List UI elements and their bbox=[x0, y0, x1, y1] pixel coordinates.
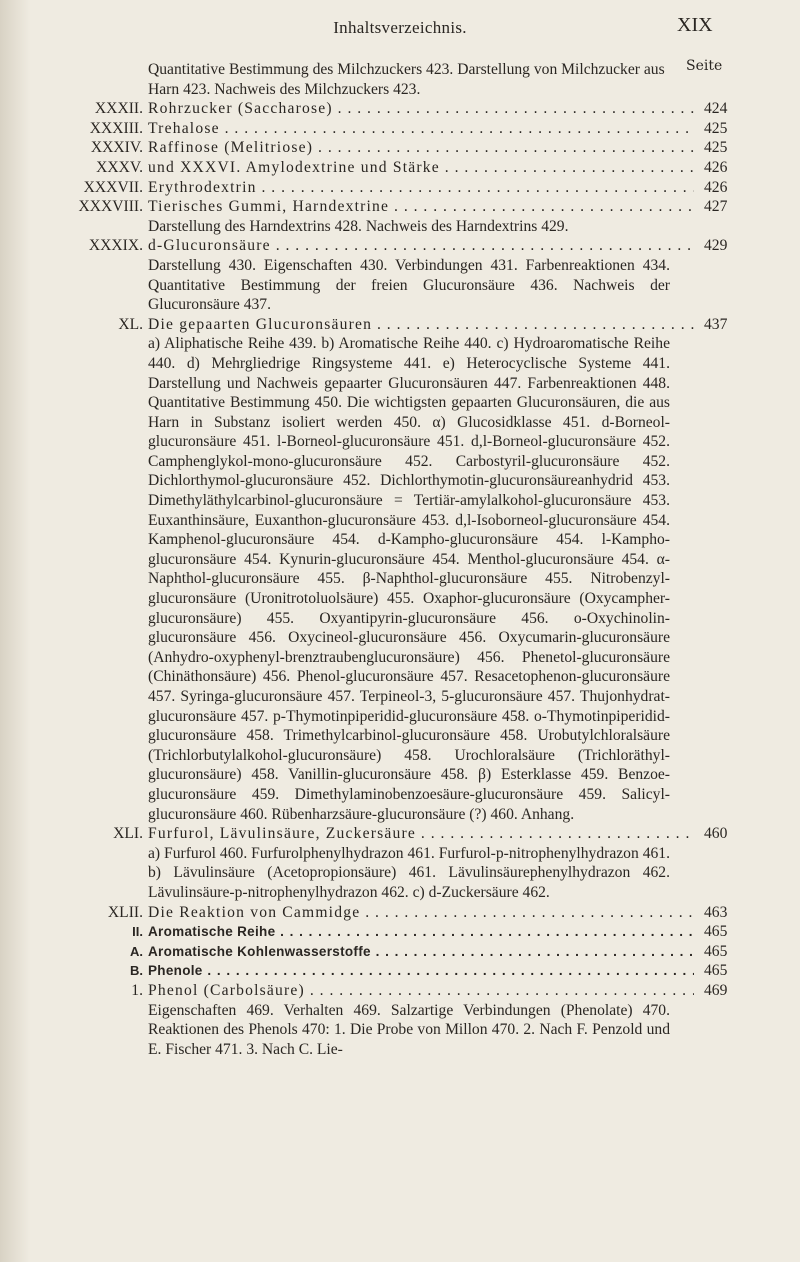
toc-entry[interactable] bbox=[40, 99, 760, 119]
toc-entry-page: 437 bbox=[704, 315, 728, 333]
toc-entry-title: Die Reaktion von Cammidge . . . bbox=[148, 903, 694, 923]
toc-entry-title: Phenol (Carbolsäure) . . . bbox=[148, 981, 694, 1001]
toc-entry-number: XXXVIII. bbox=[78, 198, 143, 216]
toc-entry-title: Aromatische Kohlenwasserstoffe . . . bbox=[148, 942, 694, 962]
toc-entry-page: 425 bbox=[704, 119, 728, 137]
toc-continuation-text: Quantitative Bestimmung des Milchzuckers 423. Darstellung von Milchzucker aus Harn 423. Nachweis des Milchzuckers 423. bbox=[148, 61, 665, 98]
toc-entry-page: 424 bbox=[704, 100, 728, 118]
toc-entry-number: XXXIII. bbox=[89, 119, 143, 137]
toc-entry-title: Raffinose (Melitriose) . . . bbox=[148, 138, 694, 158]
page-column-label: Seite bbox=[686, 58, 723, 74]
toc-entry-title: d-Glucuronsäure . . . bbox=[148, 236, 694, 256]
toc-entry-number: XXXIV. bbox=[90, 139, 143, 157]
toc-entry-number: XLI. bbox=[113, 825, 143, 843]
toc-section-heading[interactable] bbox=[40, 942, 760, 962]
toc-entry-page: 465 bbox=[704, 942, 728, 960]
toc-entry-title: Tierisches Gummi, Harndextrine . . . bbox=[148, 197, 694, 217]
toc-entry[interactable] bbox=[40, 158, 760, 178]
toc-entry-page: 427 bbox=[704, 198, 728, 216]
toc-entry[interactable] bbox=[40, 119, 760, 139]
toc-entry[interactable] bbox=[40, 236, 760, 256]
toc-entry-description: Darstellung 430. Eigenschaften 430. Verbindungen 431. Farbenreaktionen 434. Quantitative Bestimmung der freien Glucuronsäure 436. Nachweis der Glucuronsäure 437. bbox=[148, 256, 670, 314]
toc-entry-description: a) Aliphatische Reihe 439. b) Aromatische Reihe 440. c) Hydroaromatische Reihe 440. d) Mehrgliedrige Ringsysteme 441. e) Heterocyclische Systeme 441. Darstellung und Nachweis gepaarter Glucuronsäuren 447. Farbenreaktionen 448. Quantitative Bestimmung 450. Die wichtigsten gepaarten Glucuronsäuren, die aus Harn in Substanz isoliert werden 450. α) Glucosidklasse 451. d-Borneol-glucuronsäure 451. l-Borneol-glucuronsäure 451. d,l-Borneol-glucuronsäure 452. Camphenglykol-mono-glucuronsäure 452. Carbostyril-glucuronsäure 452. Dichlorthymol-glucuronsäure 452. Dichlorthymotin-glucuronsäureanhydrid 453. Dimethyläthylcarbinol-glucuronsäure = Tertiär-amylalkohol-glucuronsäure 453. Euxanthinsäure, Euxanthon-glucuronsäure 453. d,l-Isoborneol-glucuronsäure 454. Kamphenol-glucuronsäure 454. d-Kampho-glucuronsäure 454. l-Kampho-glucuronsäure 454. Kynurin-glucuronsäure 454. Menthol-glucuronsäure 454. α-Naphthol-glucuronsäure 455. β-Naphthol-glucuronsäure 455. Nitrobenzyl-glucuronsäure (Uronitrotoluolsäure) 455. Oxaphor-glucuronsäure (Oxycampher-glucuronsäure) 455. Oxyantipyrin-glucuronsäure 456. o-Oxychinolin-glucuronsäure 456. Oxycineol-glucuronsäure 456. Oxycumarin-glucuronsäure (Anhydro-oxyphenyl-brenztraubenglucuronsäure) 456. Phenetol-glucuronsäure (Chinäthonsäure) 456. Phenol-glucuronsäure 457. Resacetophenon-glucuronsäure 457. Syringa-glucuronsäure 457. Terpineol-3, 5-glucuronsäure 457. Thujonhydrat-glucuronsäure 457. p-Thymotinpiperidid-glucuronsäure 458. o-Thymotinpiperidid-glucuronsäure 458. Trimethylcarbinol-glucuronsäure 458. Urobutylchloralsäure (Trichlorbutylalkohol-glucuronsäure) 458. Urochloralsäure (Trichloräthyl-glucuronsäure) 458. Vanillin-glucuronsäure 458. β) Esterklasse 459. Benzoe-glucuronsäure 459. Dimethylaminobenzoesäure-glucuronsäure 459. Salicyl-glucuronsäure 460. Rübenharzsäure-glucuronsäure (?) 460. Anhang. bbox=[148, 335, 670, 823]
toc-entry[interactable] bbox=[40, 315, 760, 335]
toc-entry-page: 465 bbox=[704, 923, 728, 941]
toc-entry-number: XXXV. bbox=[96, 158, 143, 176]
toc-entry-page: 426 bbox=[704, 178, 728, 196]
page-gutter bbox=[0, 0, 30, 1262]
toc-entry-title: Trehalose . . . bbox=[148, 119, 694, 139]
toc-entry-title: Aromatische Reihe . . . bbox=[148, 922, 694, 942]
toc-entry-number: A. bbox=[130, 943, 143, 959]
toc-entry-title: Die gepaarten Glucuronsäuren . . . bbox=[148, 315, 694, 335]
toc-entry-title: Rohrzucker (Saccharose) . . . bbox=[148, 99, 694, 119]
toc-entry-page: 426 bbox=[704, 158, 728, 176]
toc-entry-description: Eigenschaften 469. Verhalten 469. Salzartige Verbindungen (Phenolate) 470. Reaktionen des Phenols 470: 1. Die Probe von Millon 470. 2. Nach F. Penzold und E. Fischer 471. 3. Nach C. Lie- bbox=[148, 1001, 670, 1058]
toc-entry[interactable] bbox=[40, 197, 760, 217]
toc-entry-number: 1. bbox=[131, 981, 143, 999]
toc-entry-description: Darstellung des Harndextrins 428. Nachweis des Harndextrins 429. bbox=[148, 217, 569, 235]
toc-entry-page: 425 bbox=[704, 139, 728, 157]
toc-entry-number: XXXVII. bbox=[83, 178, 143, 196]
toc-entry-number: XL. bbox=[118, 315, 143, 333]
toc-entry-number: B. bbox=[130, 963, 143, 979]
toc-entry-page: 460 bbox=[704, 825, 728, 843]
header-page-number: XIX bbox=[677, 14, 713, 36]
toc-entry-page: 463 bbox=[704, 903, 728, 921]
toc-entry-page: 465 bbox=[704, 962, 728, 980]
toc-entry[interactable] bbox=[40, 981, 760, 1001]
toc-entry-number: XXXIX. bbox=[88, 237, 143, 255]
toc-entry-number: XXXII. bbox=[94, 100, 143, 118]
toc-entry-number: XLII. bbox=[107, 903, 143, 921]
toc-entry[interactable] bbox=[40, 903, 760, 923]
toc-entry-title: und XXXVI. Amylodextrine und Stärke . . . bbox=[148, 158, 694, 178]
toc-entry-number: II. bbox=[132, 924, 143, 940]
toc-entry[interactable] bbox=[40, 824, 760, 844]
toc-entry-description: a) Furfurol 460. Furfurolphenylhydrazon 461. Furfurol-p-nitrophenylhydrazon 461. b) Lävulinsäure (Acetopropionsäure) 461. Lävulinsäurephenylhydrazon 462. Lävulinsäure-p-nitrophenylhydrazon 462. c) d-Zuckersäure 462. bbox=[148, 844, 670, 901]
toc-section-heading[interactable] bbox=[40, 922, 760, 942]
toc-entry-title: Phenole . . . bbox=[148, 961, 694, 981]
table-of-contents bbox=[40, 60, 760, 1059]
toc-entry-page: 469 bbox=[704, 981, 728, 999]
toc-entry-title: Furfurol, Lävulinsäure, Zuckersäure . . . bbox=[148, 824, 694, 844]
running-header bbox=[0, 14, 800, 44]
toc-section-heading[interactable] bbox=[40, 961, 760, 981]
toc-entry-title: Erythrodextrin . . . bbox=[148, 178, 694, 198]
toc-entry[interactable] bbox=[40, 178, 760, 198]
header-title: Inhaltsverzeichnis. bbox=[333, 18, 467, 37]
toc-entry[interactable] bbox=[40, 138, 760, 158]
toc-entry-page: 429 bbox=[704, 237, 728, 255]
